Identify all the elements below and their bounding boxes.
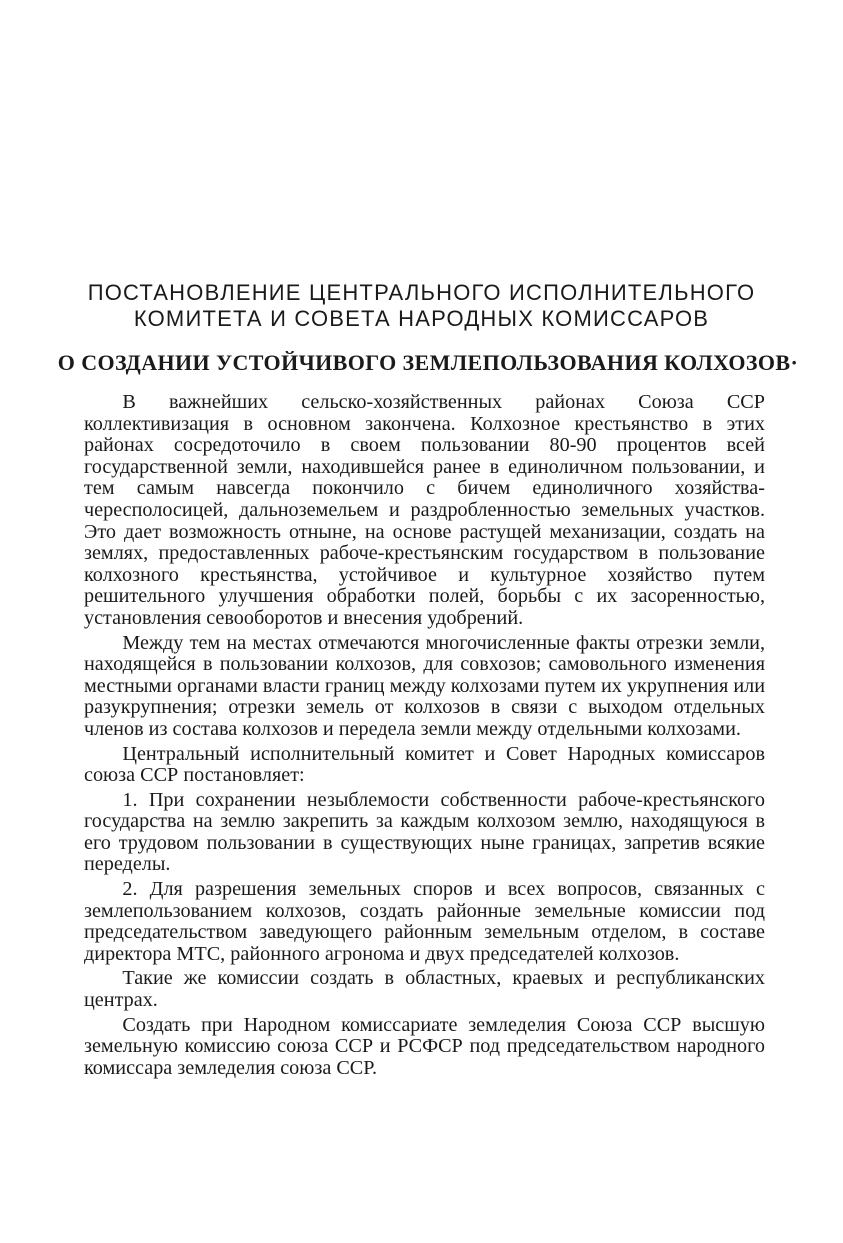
paragraph-2: Между тем на местах отмечаются многочисленные факты отрезки земли, находящейся в пользовании колхозов, для совхозов; самовольного изменения местными органами власти границ между колхозами путем их укрупнения или разукрупнения; отрезки земель от колхозов в связи с выходом отдельных членов из состава колхозов и передела земли между отдельными колхозами. — [84, 631, 765, 740]
paragraph-4: 1. При сохранении незыблемости собственности рабоче-крестьянского государства на землю закрепить за каждым колхозом землю, находящуюся в его трудовом пользовании в существующих ныне границах, запретив всякие переделы. — [84, 788, 765, 876]
document-subheading: О СОЗДАНИИ УСТОЙЧИВОГО ЗЕМЛЕПОЛЬЗОВАНИЯ КОЛХОЗОВ· — [57, 350, 799, 375]
paragraph-7: Создать при Народном комиссариате земледелия Союза ССР высшую земельную комиссию союза ССР и РСФСР под председательством народного комиссара земледелия союза ССР. — [84, 1013, 765, 1079]
document-heading-line-1: ПОСТАНОВЛЕНИЕ ЦЕНТРАЛЬНОГО ИСПОЛНИТЕЛЬНОГО — [87, 280, 756, 305]
paragraph-5: 2. Для разрешения земельных споров и всех вопросов, связанных с землепользованием колхозов, создать районные земельные комиссии под председательством заведующего районным земельным отделом, в составе директора МТС, районного агронома и двух председателей колхозов. — [84, 878, 765, 965]
paragraph-1: В важнейших сельско-хозяйственных районах Союза ССР коллективизация в основном закончена. Колхозное крестьянство в этих районах сосредоточило в своем пользовании 80-90 процентов всей государственной земли, находившейся ранее в единоличном пользовании, и тем самым навсегда покончило с бичем единоличного хозяйства-чересполосицей, дальноземельем и раздробленностью земельных участков. Это дает возможность отныне, на основе растущей механизации, создать на землях, предоставленных рабоче-крестьянским государством в пользование колхозного крестьянства, устойчивое и культурное хозяйство путем решительного улучшения обработки полей, борьбы с их засоренностью, установления севооборотов и внесения удобрений. — [84, 391, 765, 629]
paragraph-3: Центральный исполнительный комитет и Совет Народных комиссаров союза ССР постановляет: — [84, 742, 765, 787]
paragraph-6: Такие же комиссии создать в областных, краевых и республиканских центрах. — [84, 967, 765, 1012]
document-body — [84, 392, 765, 1082]
document-heading-line-2: КОМИТЕТА И СОВЕТА НАРОДНЫХ КОМИССАРОВ — [133, 306, 710, 331]
